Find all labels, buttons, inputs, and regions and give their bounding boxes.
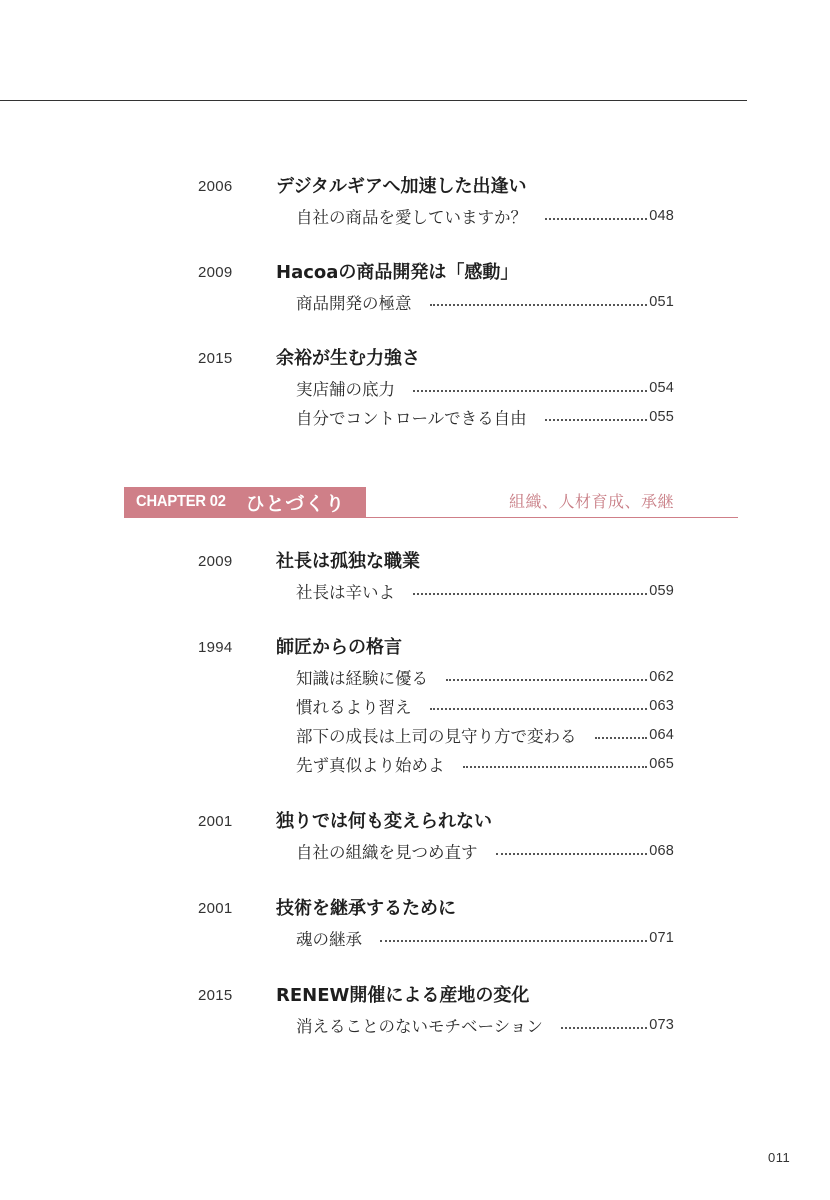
- entry-title: 自分でコントロールできる自由: [296, 408, 527, 428]
- toc-entry[interactable]: [296, 287, 674, 316]
- header-rule: [0, 100, 747, 101]
- toc-section: [198, 344, 674, 431]
- section-title[interactable]: デジタルギアへ加速した出逢い: [276, 176, 527, 197]
- entry-title: 社長は辛いよ: [296, 582, 395, 602]
- section-year: 2006: [198, 178, 233, 195]
- section-year: 2009: [198, 264, 233, 281]
- entry-title: 先ず真似より始めよ: [296, 755, 445, 775]
- toc-section: [198, 258, 674, 316]
- entry-page-number: 071: [649, 929, 674, 946]
- section-year: 2001: [198, 813, 233, 830]
- toc-entry[interactable]: [296, 691, 674, 720]
- section-year: 2009: [198, 553, 233, 570]
- dot-leader: [413, 390, 647, 392]
- entry-title: 消えることのないモチベーション: [296, 1016, 543, 1036]
- chapter-header: [124, 487, 738, 519]
- toc-section: [198, 981, 674, 1039]
- entry-page-number: 055: [649, 408, 674, 425]
- entry-title: 部下の成長は上司の見守り方で変わる: [296, 726, 577, 746]
- section-title[interactable]: 独りでは何も変えられない: [276, 811, 492, 832]
- entry-page-number: 048: [649, 207, 674, 224]
- entry-title: 自社の組織を見つめ直す: [296, 842, 478, 862]
- toc-entry[interactable]: [296, 201, 674, 230]
- toc-section: [198, 807, 674, 865]
- page-number: 011: [768, 1150, 791, 1165]
- toc-section: [198, 172, 674, 230]
- entry-title: 実店舗の底力: [296, 379, 395, 399]
- dot-leader: [430, 304, 648, 306]
- toc-entry[interactable]: [296, 402, 674, 431]
- toc-entry[interactable]: [296, 923, 674, 952]
- toc-entry[interactable]: [296, 373, 674, 402]
- entry-title: 自社の商品を愛していますか？: [296, 207, 527, 227]
- toc-entry[interactable]: [296, 749, 674, 778]
- dot-leader: [561, 1027, 647, 1029]
- dot-leader: [545, 419, 648, 421]
- entry-page-number: 062: [649, 668, 674, 685]
- entry-page-number: 063: [649, 697, 674, 714]
- chapter-subtitle: 組織、人材育成、承継: [508, 492, 674, 511]
- chapter-number: CHAPTER 02: [136, 493, 226, 510]
- section-title[interactable]: 余裕が生む力強さ: [276, 348, 420, 369]
- section-year: 2015: [198, 350, 233, 367]
- section-year: 2001: [198, 900, 233, 917]
- chapter-tab[interactable]: [124, 487, 366, 517]
- toc-section: [198, 894, 674, 952]
- dot-leader: [446, 679, 647, 681]
- entry-page-number: 064: [649, 726, 674, 743]
- toc-entry[interactable]: [296, 720, 674, 749]
- chapter-title: ひとづくり: [245, 492, 346, 515]
- entry-page-number: 068: [649, 842, 674, 859]
- dot-leader: [413, 593, 647, 595]
- dot-leader: [545, 218, 647, 220]
- entry-page-number: 073: [649, 1016, 674, 1033]
- toc-entry[interactable]: [296, 836, 674, 865]
- dot-leader: [463, 766, 648, 768]
- entry-page-number: 065: [649, 755, 674, 772]
- entry-page-number: 051: [649, 293, 674, 310]
- section-title[interactable]: 師匠からの格言: [276, 637, 402, 658]
- toc-section: [198, 547, 674, 605]
- entry-page-number: 059: [649, 582, 674, 599]
- section-year: 1994: [198, 639, 233, 656]
- chapter-rule: [124, 517, 738, 518]
- toc-entry[interactable]: [296, 576, 674, 605]
- entry-page-number: 054: [649, 379, 674, 396]
- entry-title: 魂の継承: [296, 929, 362, 949]
- toc-entry[interactable]: [296, 662, 674, 691]
- section-title[interactable]: 社長は孤独な職業: [276, 551, 420, 572]
- section-title[interactable]: Hacoaの商品開発は「感動」: [276, 262, 519, 283]
- dot-leader: [496, 853, 648, 855]
- toc-entry[interactable]: [296, 1010, 674, 1039]
- section-title[interactable]: RENEW開催による産地の変化: [276, 985, 530, 1006]
- entry-title: 慣れるより習え: [296, 697, 412, 717]
- entry-title: 商品開発の極意: [296, 293, 412, 313]
- dot-leader: [595, 737, 648, 739]
- entry-title: 知識は経験に優る: [296, 668, 428, 688]
- toc-section: [198, 633, 674, 778]
- dot-leader: [430, 708, 648, 710]
- dot-leader: [380, 940, 647, 942]
- section-title[interactable]: 技術を継承するために: [276, 898, 456, 919]
- section-year: 2015: [198, 987, 233, 1004]
